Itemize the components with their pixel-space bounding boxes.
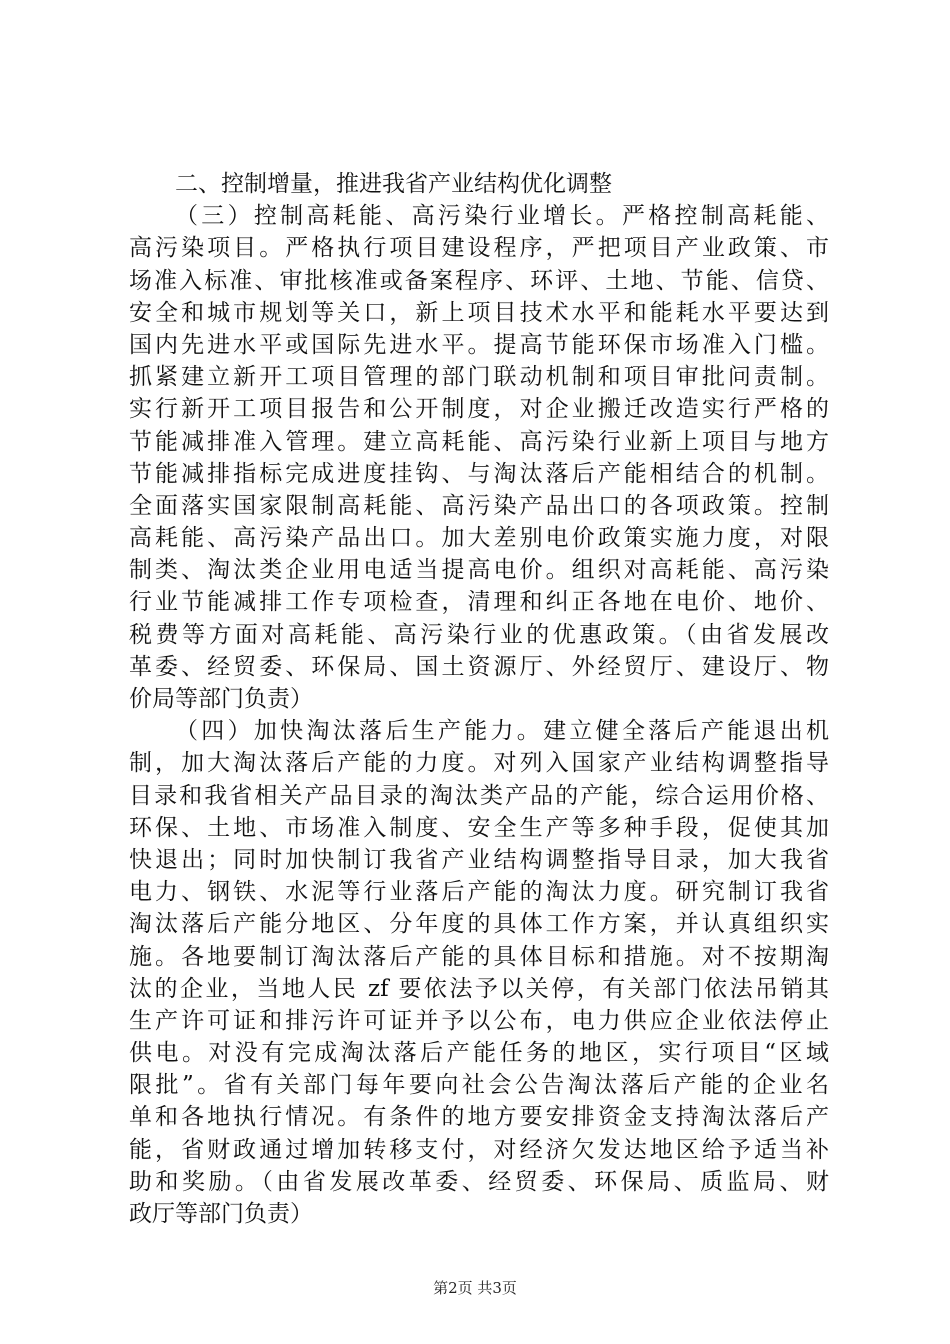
paragraph-line: 能，省财政通过增加转移支付，对经济欠发达地区给予适当补 [129,1136,829,1163]
paragraph-line: 助和奖励。（由省发展改革委、经贸委、环保局、质监局、财 [129,1168,829,1195]
paragraph-line: 全面落实国家限制高耗能、高污染产品出口的各项政策。控制 [129,492,829,519]
paragraph-line: 节能减排准入管理。建立高耗能、高污染行业新上项目与地方 [129,428,829,455]
paragraph-line: 税费等方面对高耗能、高污染行业的优惠政策。（由省发展改 [129,621,829,648]
paragraph-line: 政厅等部门负责） [129,1201,313,1227]
paragraph-three [129,200,829,715]
paragraph-line: 快退出；同时加快制订我省产业结构调整指导目录，加大我省 [129,846,829,873]
page-number-footer: 第2页 共3页 [433,1279,517,1297]
paragraph-line: 国内先进水平或国际先进水平。提高节能环保市场准入门槛。 [129,331,829,358]
paragraph-line: 供电。对没有完成淘汰落后产能任务的地区，实行项目“区域 [129,1040,829,1067]
document-body [129,168,829,1230]
paragraph-line: 价局等部门负责） [129,686,313,712]
paragraph-line: 高耗能、高污染产品出口。加大差别电价政策实施力度，对限 [129,525,829,552]
paragraph-line: 实行新开工项目报告和公开制度，对企业搬迁改造实行严格的 [129,396,829,423]
section-heading: 二、控制增量，推进我省产业结构优化调整 [175,171,612,197]
paragraph-line: 电力、钢铁、水泥等行业落后产能的淘汰力度。研究制订我省 [129,879,829,906]
paragraph-line: 抓紧建立新开工项目管理的部门联动机制和项目审批问责制。 [129,364,829,391]
paragraph-line: 限批”。省有关部门每年要向社会公告淘汰落后产能的企业名 [129,1072,829,1099]
paragraph-line: 单和各地执行情况。有条件的地方要安排资金支持淘汰落后产 [129,1104,829,1131]
paragraph-line: 场准入标准、审批核准或备案程序、环评、土地、节能、信贷、 [129,267,829,294]
paragraph-line: （三）控制高耗能、高污染行业增长。严格控制高耗能、 [175,203,829,230]
paragraph-line: 行业节能减排工作专项检查，清理和纠正各地在电价、地价、 [129,589,829,616]
paragraph-line: 淘汰落后产能分地区、分年度的具体工作方案，并认真组织实 [129,911,829,938]
paragraph-line: 安全和城市规划等关口，新上项目技术水平和能耗水平要达到 [129,299,829,326]
paragraph-line: 汰的企业，当地人民 zf 要依法予以关停，有关部门依法吊销其 [129,975,829,1002]
paragraph-four [129,715,829,1230]
paragraph-line: 节能减排指标完成进度挂钩、与淘汰落后产能相结合的机制。 [129,460,829,487]
paragraph-line: 施。各地要制订淘汰落后产能的具体目标和措施。对不按期淘 [129,943,829,970]
paragraph-line: （四）加快淘汰落后生产能力。建立健全落后产能退出机 [175,718,829,745]
paragraph-line: 目录和我省相关产品目录的淘汰类产品的产能，综合运用价格、 [129,782,829,809]
paragraph-line: 环保、土地、市场准入制度、安全生产等多种手段，促使其加 [129,814,829,841]
paragraph-line: 制类、淘汰类企业用电适当提高电价。组织对高耗能、高污染 [129,557,829,584]
paragraph-line: 高污染项目。严格执行项目建设程序，严把项目产业政策、市 [129,235,829,262]
paragraph-line: 革委、经贸委、环保局、国土资源厅、外经贸厅、建设厅、物 [129,653,829,680]
paragraph-line: 生产许可证和排污许可证并予以公布，电力供应企业依法停止 [129,1007,829,1034]
paragraph-line: 制，加大淘汰落后产能的力度。对列入国家产业结构调整指导 [129,750,829,777]
